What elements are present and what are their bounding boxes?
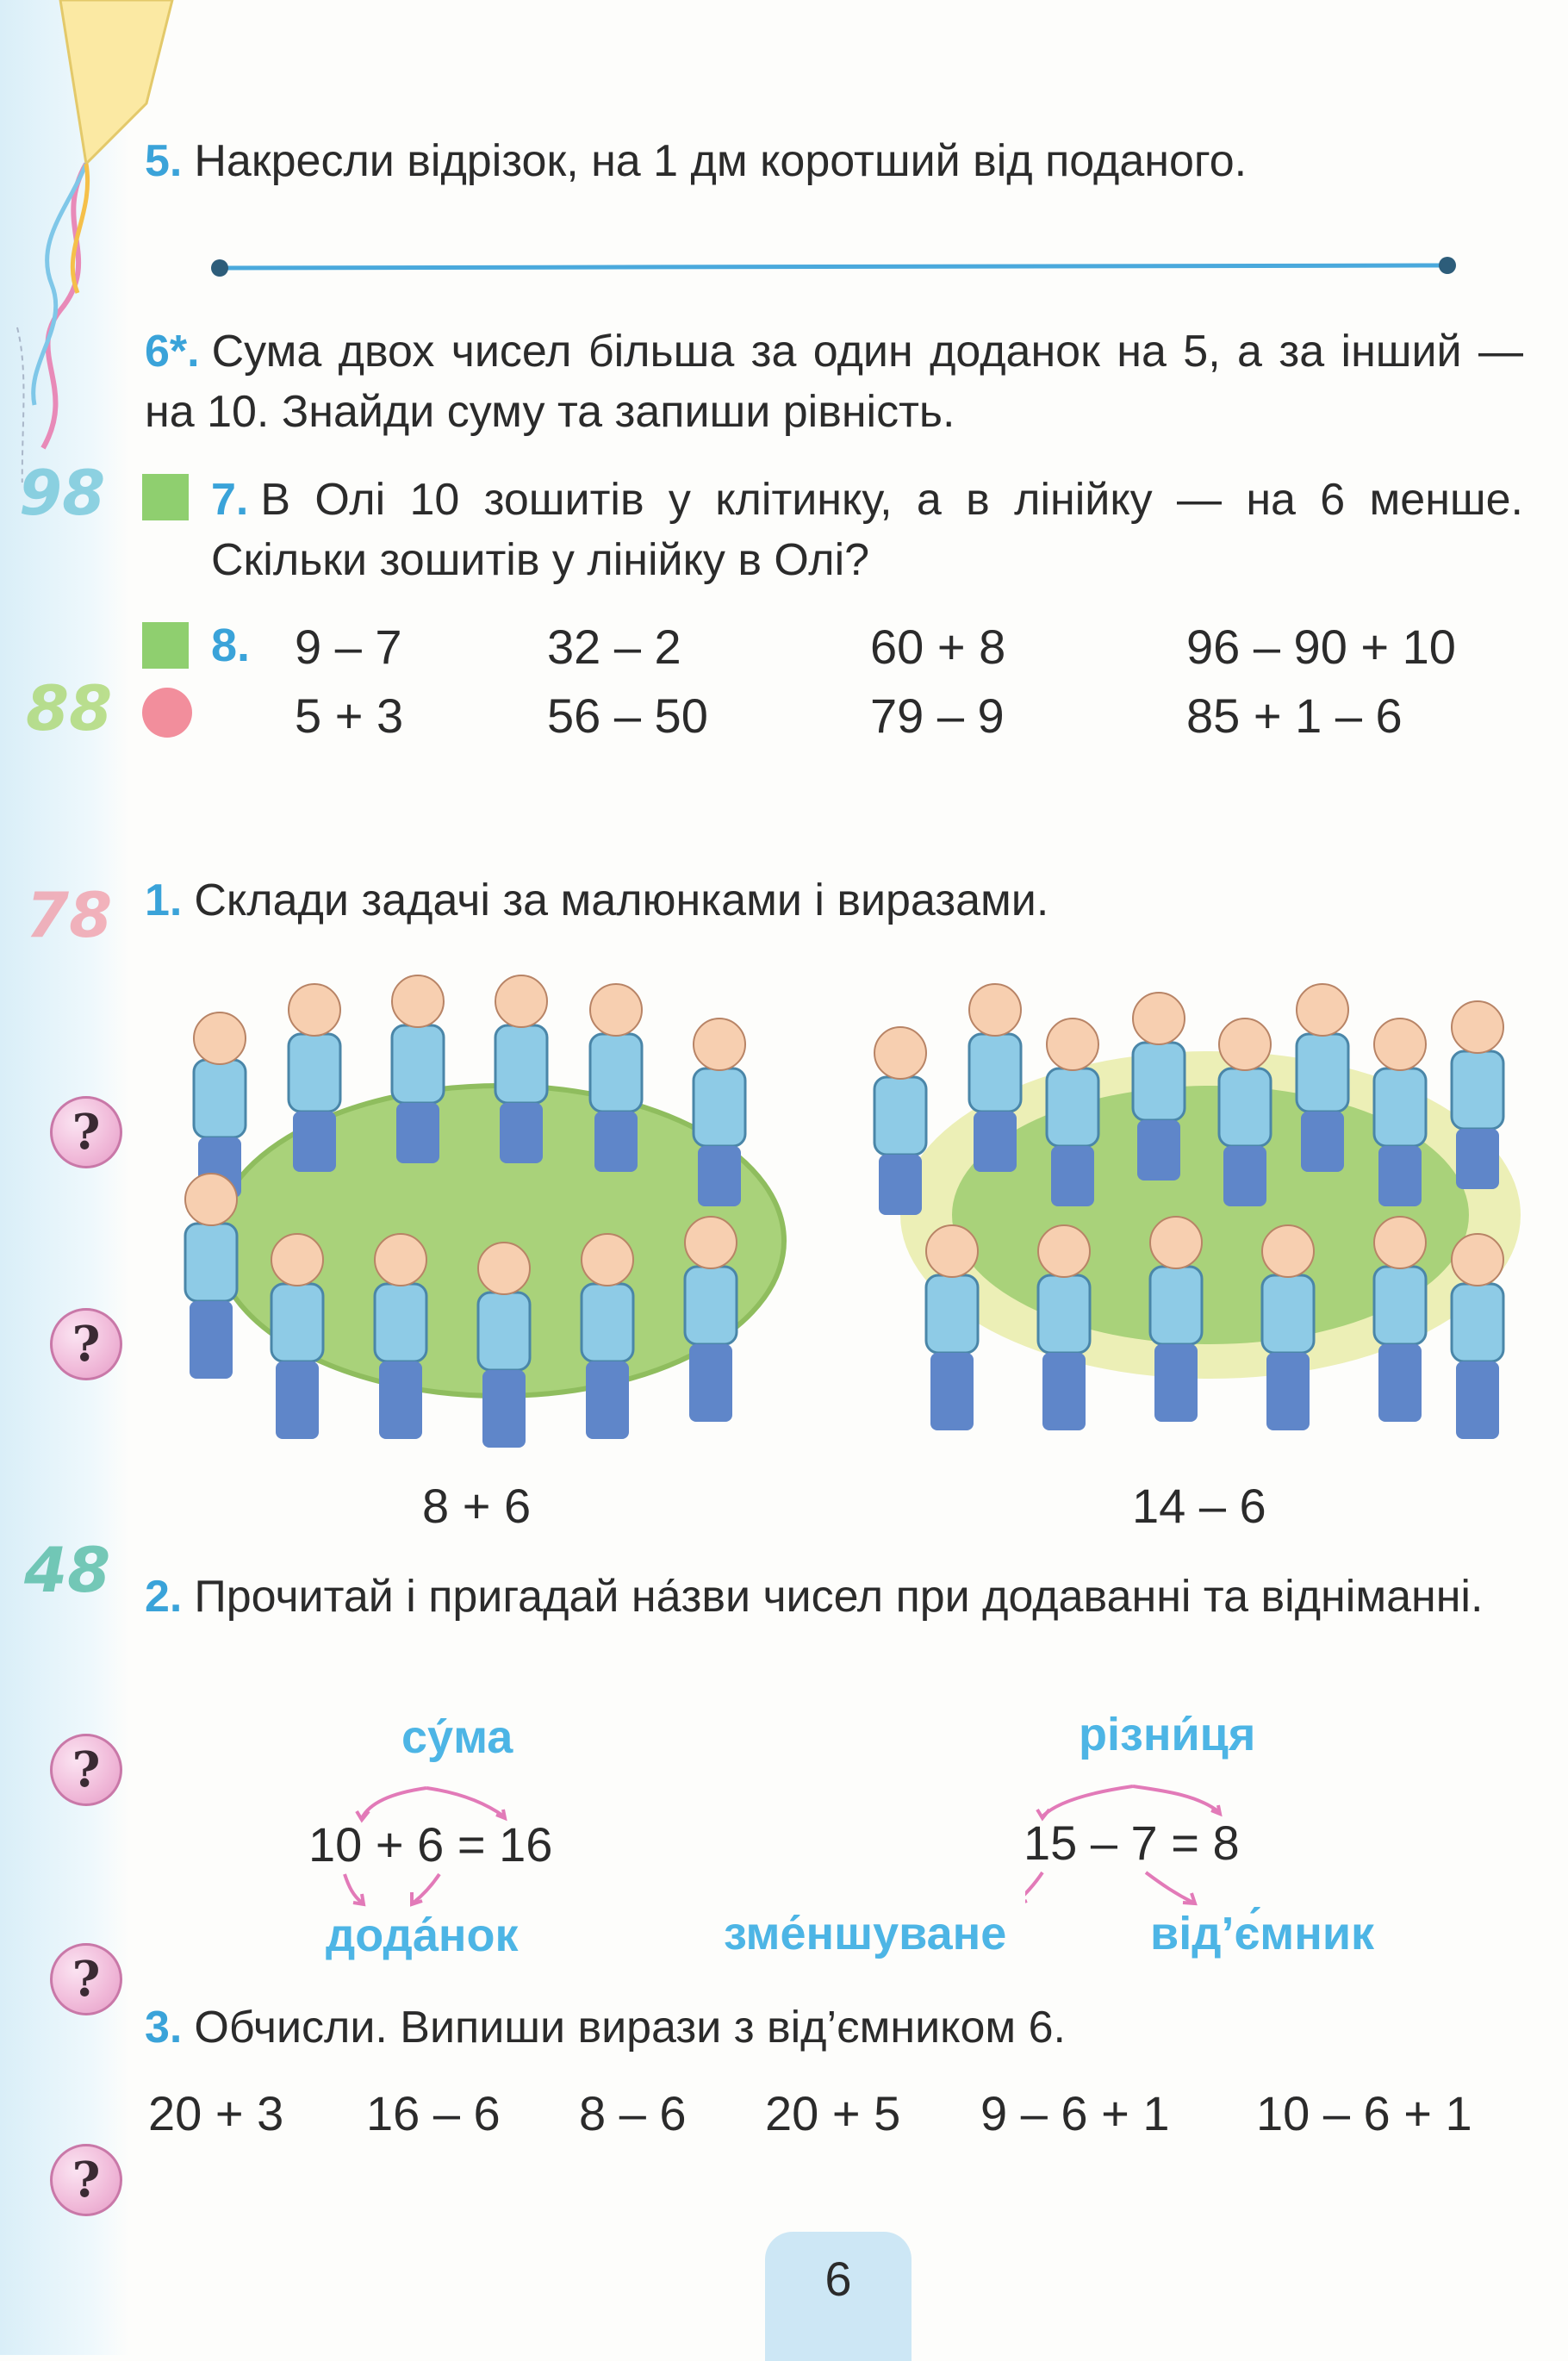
task-3-expression: 9 – 6 + 1 <box>980 2086 1170 2140</box>
task-5-text: Накресли відрізок, на 1 дм коротший від поданого. <box>194 136 1248 186</box>
task-7-number: 7. <box>211 475 249 525</box>
line-segment <box>207 255 1465 281</box>
question-bubble-icon: ? <box>50 2144 122 2216</box>
task-3 <box>145 1997 1523 2058</box>
task-8-expr: 96 – 90 + 10 <box>1186 620 1456 674</box>
task-8-expr: 5 + 3 <box>295 688 404 743</box>
question-bubble-icon: ? <box>50 1943 122 2015</box>
picture-expression-right: 14 – 6 <box>1132 1479 1266 1533</box>
arrows-difference-diagram <box>1025 1765 1249 1916</box>
task-8-expr: 85 + 1 – 6 <box>1186 688 1403 743</box>
task-5 <box>145 131 1523 191</box>
task-2-text: Прочитай і пригадай на́зви чисел при додаванні та відніманні. <box>194 1572 1484 1622</box>
task-3-text: Обчисли. Випиши вирази з від’ємником 6. <box>194 2003 1066 2053</box>
margin-number-78: 78 <box>26 879 113 951</box>
task-8-expr: 9 – 7 <box>295 620 402 674</box>
task-8-expr: 32 – 2 <box>547 620 681 674</box>
margin-number-48: 48 <box>24 1534 111 1606</box>
task-8-number: 8. <box>211 620 251 671</box>
task-2 <box>145 1567 1523 1627</box>
margin-number-88: 88 <box>26 672 113 744</box>
task-3-expression: 20 + 3 <box>148 2086 284 2140</box>
task-3-expression: 16 – 6 <box>366 2086 501 2140</box>
task-8-expr: 60 + 8 <box>870 620 1006 674</box>
illustration-children-circle <box>159 956 831 1456</box>
margin-number-98: 98 <box>19 457 106 529</box>
task-3-expression: 20 + 5 <box>765 2086 901 2140</box>
task-6-text: Сума двох чисел більша за один доданок на 5, а за інший — на 10. Знайди суму та запиши рівність. <box>145 327 1523 437</box>
page-number: 6 <box>765 2232 912 2361</box>
term-minuend: зме́ншуване <box>724 1908 1007 1959</box>
task-3-expression: 10 – 6 + 1 <box>1256 2086 1472 2140</box>
red-circle-icon <box>142 688 192 738</box>
term-subtrahend: від’є́мник <box>1150 1908 1375 1959</box>
task-8-expr: 56 – 50 <box>547 688 708 743</box>
term-sum: су́ма <box>401 1711 513 1763</box>
task-5-number: 5. <box>145 136 183 186</box>
difference-equation: 15 – 7 = 8 <box>1024 1816 1240 1870</box>
task-7-text: В Олі 10 зошитів у клітинку, а в лінійку — на 6 менше. Скільки зошитів у лінійку в Олі? <box>211 475 1523 585</box>
term-addend: дода́нок <box>326 1909 519 1961</box>
arrows-sum-diagram <box>327 1766 551 1913</box>
task-1-text: Склади задачі за малюнками і виразами. <box>194 875 1049 925</box>
task-8-expr: 79 – 9 <box>870 688 1005 743</box>
task-6-number: 6*. <box>145 327 200 377</box>
green-square-icon <box>142 474 189 520</box>
picture-expression-left: 8 + 6 <box>422 1479 532 1533</box>
illustration-children-lines <box>849 956 1529 1456</box>
question-bubble-icon: ? <box>50 1308 122 1380</box>
green-square-icon <box>142 622 189 669</box>
question-bubble-icon: ? <box>50 1734 122 1806</box>
term-difference: різни́ця <box>1079 1709 1256 1760</box>
question-bubble-icon: ? <box>50 1096 122 1168</box>
sum-equation: 10 + 6 = 16 <box>308 1817 553 1872</box>
task-6 <box>145 321 1523 442</box>
task-3-expression: 8 – 6 <box>579 2086 687 2140</box>
task-3-number: 3. <box>145 2003 183 2053</box>
task-7 <box>211 470 1523 590</box>
task-1 <box>145 870 1523 931</box>
task-1-number: 1. <box>145 875 183 925</box>
task-2-number: 2. <box>145 1572 183 1622</box>
